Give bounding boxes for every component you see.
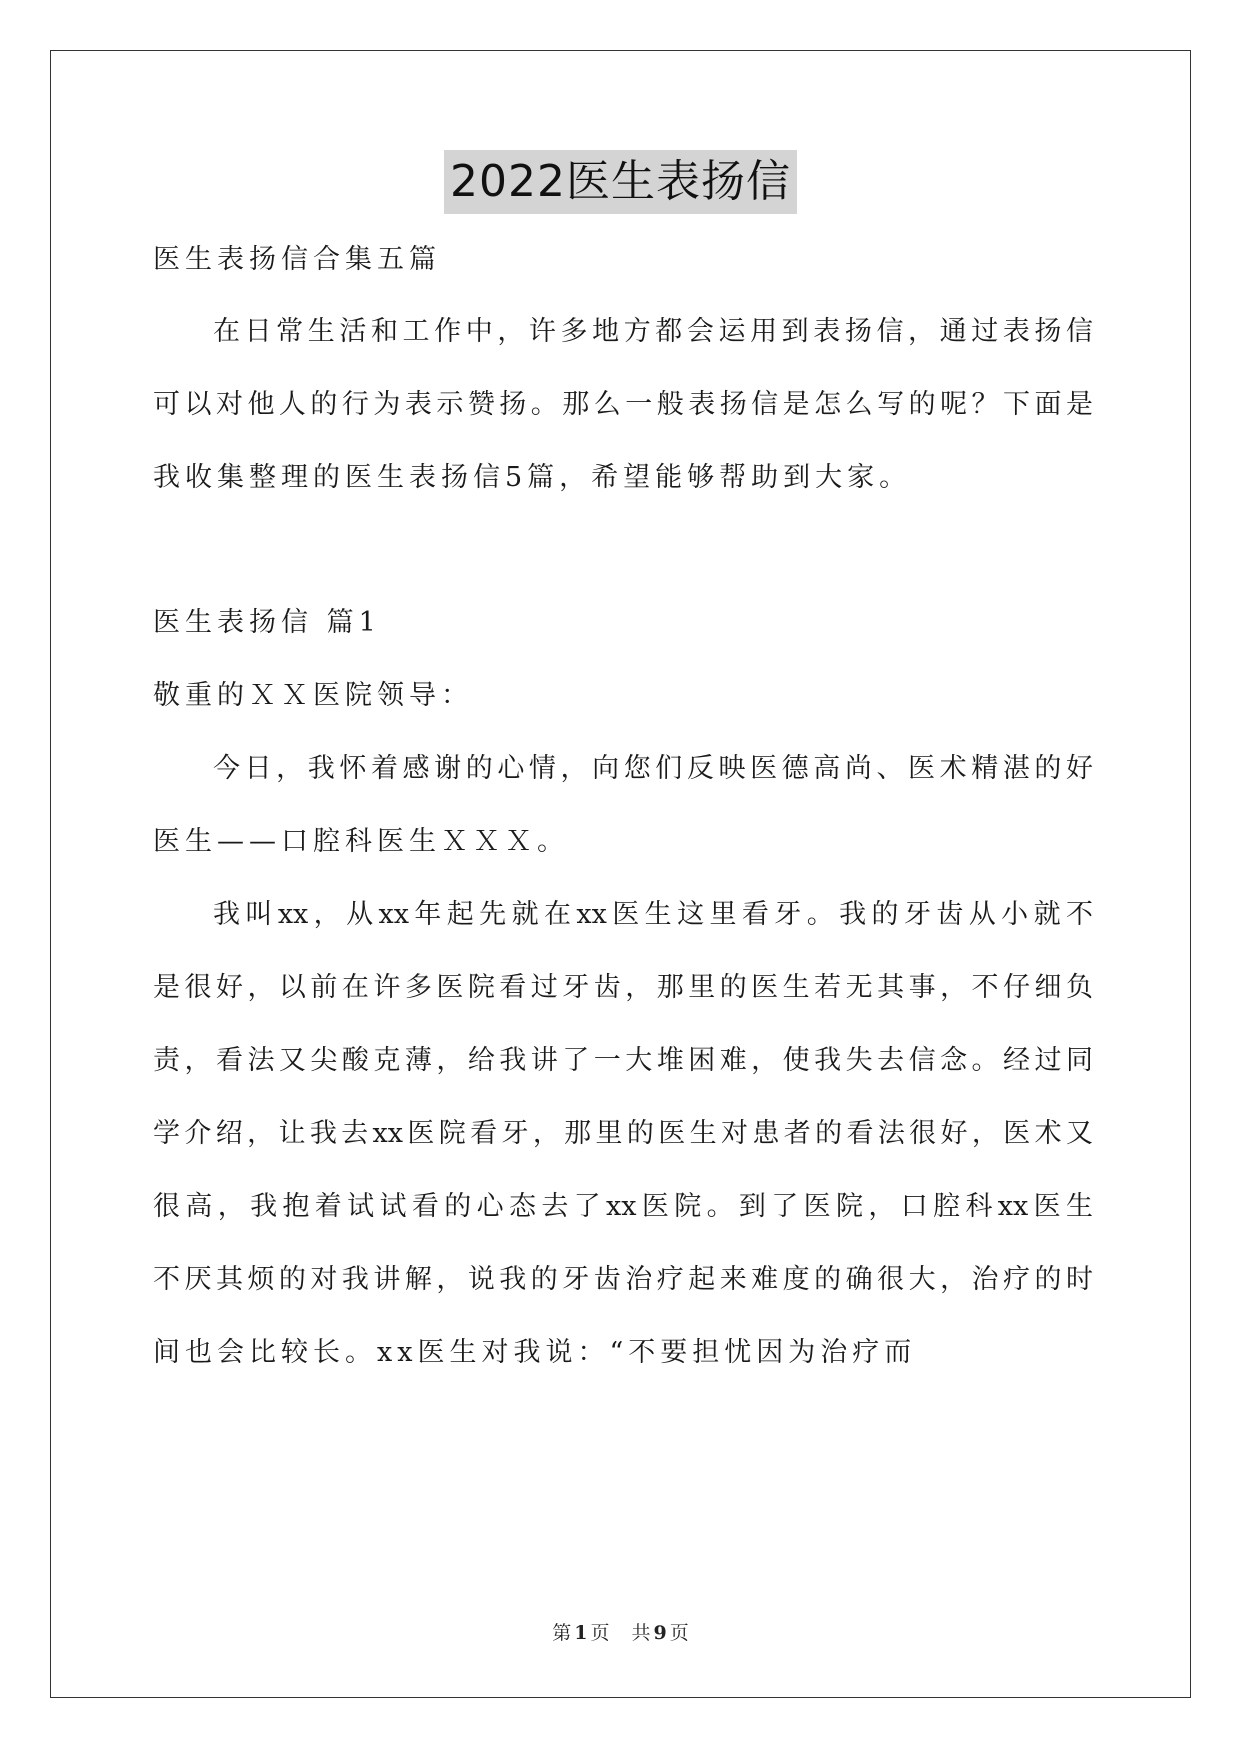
body-line: 间也会比较长。xx医生对我说：“不要担忧因为治疗而 <box>153 1337 917 1368</box>
body-line: 我叫xx，从xx年起先就在xx医生这里看牙。我的牙齿从小就不 <box>213 899 1093 930</box>
intro-line: 我收集整理的医生表扬信5篇，希望能够帮助到大家。 <box>153 462 912 493</box>
body-line: 学介绍，让我去xx医院看牙，那里的医生对患者的看法很好，医术又 <box>153 1118 1093 1149</box>
document-title: 2022医生表扬信 <box>444 150 797 214</box>
document-subtitle: 医生表扬信合集五篇 <box>153 244 441 275</box>
body-line: 不厌其烦的对我讲解，说我的牙齿治疗起来难度的确很大，治疗的时 <box>153 1264 1093 1295</box>
body-line: 责，看法又尖酸克薄，给我讲了一大堆困难，使我失去信念。经过同 <box>153 1045 1093 1076</box>
footer-total-suffix: 页 <box>669 1622 689 1644</box>
body-line: 很高，我抱着试试看的心态去了xx医院。到了医院，口腔科xx医生 <box>153 1191 1093 1222</box>
footer-total-prefix: 共 <box>631 1622 651 1644</box>
page-border <box>50 50 1191 1698</box>
footer-prefix: 第 <box>552 1622 572 1644</box>
salutation: 敬重的ＸＸ医院领导： <box>153 680 473 711</box>
section-heading: 医生表扬信 篇1 <box>153 607 381 638</box>
current-page-number: 1 <box>574 1622 588 1644</box>
body-line: 今日，我怀着感谢的心情，向您们反映医德高尚、医术精湛的好 <box>213 753 1093 784</box>
intro-line: 在日常生活和工作中，许多地方都会运用到表扬信，通过表扬信 <box>213 316 1093 347</box>
footer-page-suffix: 页 <box>590 1622 610 1644</box>
total-page-count: 9 <box>653 1622 667 1644</box>
intro-line: 可以对他人的行为表示赞扬。那么一般表扬信是怎么写的呢？下面是 <box>153 389 1093 420</box>
body-line: 是很好，以前在许多医院看过牙齿，那里的医生若无其事，不仔细负 <box>153 972 1093 1003</box>
body-line: 医生——口腔科医生ＸＸＸ。 <box>153 826 569 857</box>
title-container <box>0 150 1241 214</box>
page-footer <box>0 1620 1241 1646</box>
